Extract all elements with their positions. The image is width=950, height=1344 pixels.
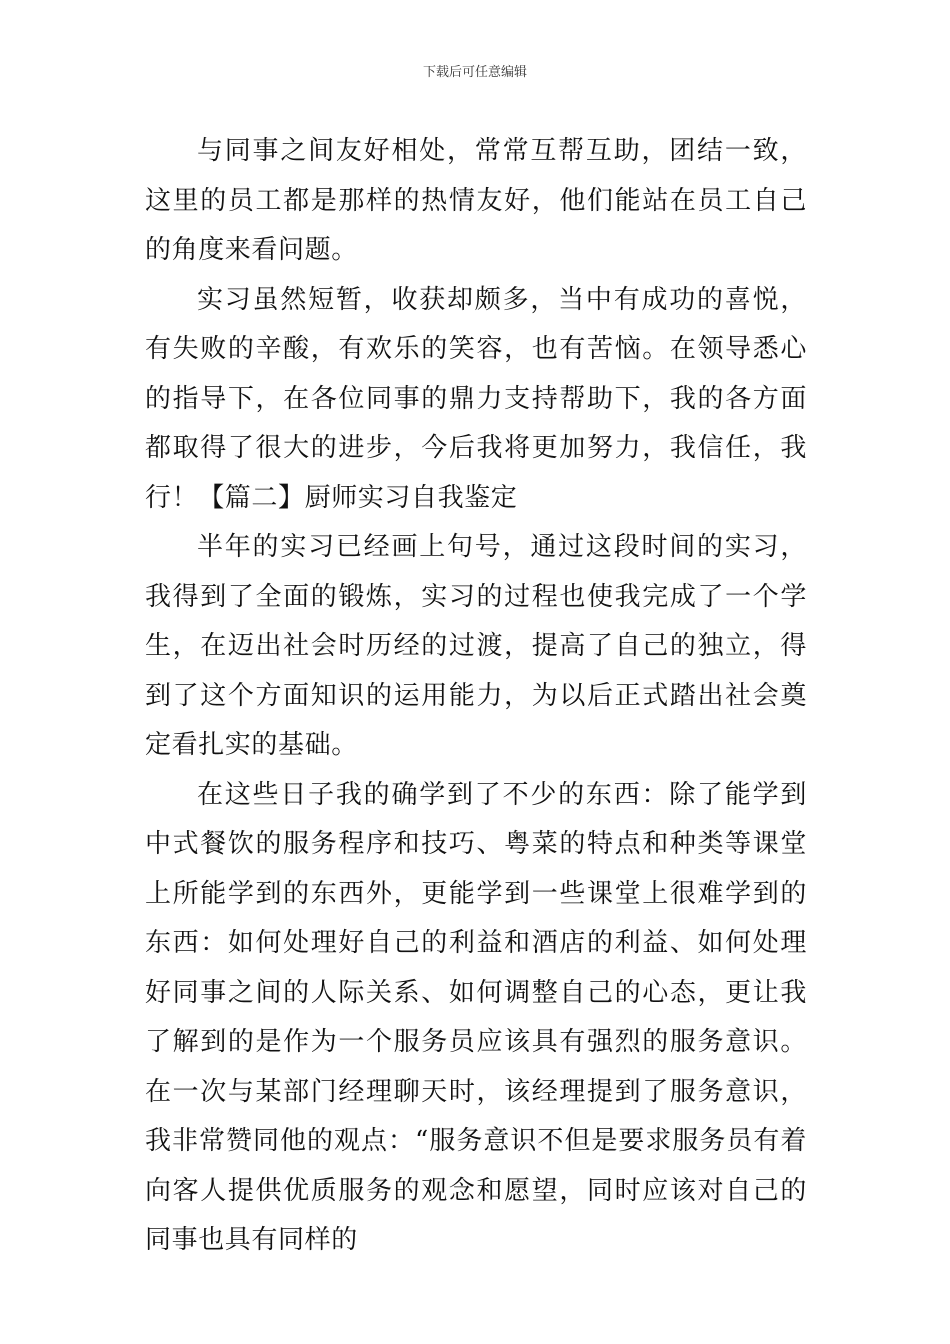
paragraph-3: 半年的实习已经画上句号，通过这段时间的实习，我得到了全面的锻炼，实习的过程也使我完成了一个学生，在迈出社会时历经的过渡，提高了自己的独立，得到了这个方面知识的运用能力，为以后正式踏出社会奠定看扎实的基础。: [145, 532, 807, 760]
document-body: [145, 127, 807, 1266]
paragraph-2: 实习虽然短暂，收获却颇多，当中有成功的喜悦，有失败的辛酸，有欢乐的笑容，也有苦恼。在领导悉心的指导下，在各位同事的鼎力支持帮助下，我的各方面都取得了很大的进步，今后我将更加努力，我信任，我行！【篇二】厨师实习自我鉴定: [145, 284, 807, 513]
paragraph-1: 与同事之间友好相处，常常互帮互助，团结一致，这里的员工都是那样的热情友好，他们能站在员工自己的角度来看问题。: [145, 136, 807, 265]
paragraph-4: 在这些日子我的确学到了不少的东西：除了能学到中式餐饮的服务程序和技巧、粤菜的特点和种类等课堂上所能学到的东西外，更能学到一些课堂上很难学到的东西：如何处理好自己的利益和酒店的利益、如何处理好同事之间的人际关系、如何调整自己的心态，更让我了解到的是作为一个服务员应该具有强烈的服务意识。在一次与某部门经理聊天时，该经理提到了服务意识，我非常赞同他的观点：“服务意识不但是要求服务员有着向客人提供优质服务的观念和愿望，同时应该对自己的同事也具有同样的: [145, 779, 807, 1255]
page-header-caption: 下载后可任意编辑: [422, 65, 527, 80]
